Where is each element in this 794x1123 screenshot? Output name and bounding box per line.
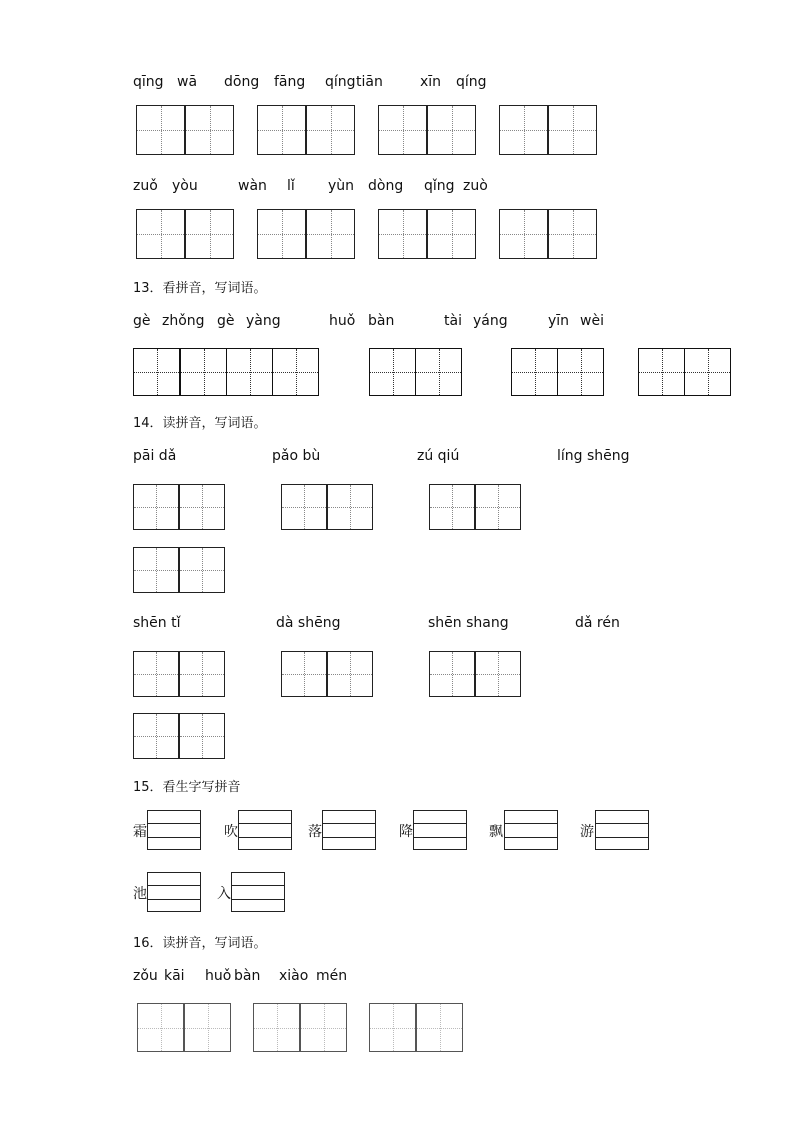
writing-cell[interactable]	[511, 348, 558, 396]
writing-cell[interactable]	[257, 105, 306, 155]
pinyin: fāng	[274, 74, 306, 90]
pinyin: dà shēng	[276, 615, 341, 631]
pinyin: mén	[316, 968, 348, 984]
pinyin: gè	[133, 313, 151, 329]
pinyin: qíng	[456, 74, 487, 90]
writing-cell[interactable]	[179, 651, 225, 697]
hanzi: 吹	[224, 824, 238, 840]
pinyin: xīn	[420, 74, 442, 90]
writing-cell[interactable]	[638, 348, 685, 396]
writing-cell[interactable]	[179, 713, 225, 759]
pinyin-box[interactable]	[595, 810, 649, 850]
writing-cell[interactable]	[499, 105, 548, 155]
pinyin: huǒ	[329, 313, 356, 329]
hanzi: 游	[580, 824, 594, 840]
writing-cell[interactable]	[475, 651, 521, 697]
pinyin: pāi dǎ	[133, 448, 177, 464]
question-16-title: 16．读拼音，写词语。	[133, 936, 267, 951]
writing-cell[interactable]	[133, 348, 180, 396]
pinyin: dòng	[368, 178, 404, 194]
writing-cell[interactable]	[179, 547, 225, 593]
writing-cell[interactable]	[281, 484, 327, 530]
writing-cell[interactable]	[684, 348, 731, 396]
pinyin-box[interactable]	[231, 872, 285, 912]
pinyin: yáng	[473, 313, 508, 329]
pinyin: shēn shang	[428, 615, 509, 631]
writing-cell[interactable]	[185, 209, 234, 259]
writing-cell[interactable]	[327, 651, 373, 697]
pinyin: dǎ rén	[575, 615, 620, 631]
pinyin-box[interactable]	[238, 810, 292, 850]
writing-cell[interactable]	[306, 209, 355, 259]
writing-cell[interactable]	[369, 1003, 416, 1052]
writing-cell[interactable]	[133, 547, 179, 593]
writing-cell[interactable]	[133, 651, 179, 697]
question-14-title: 14．读拼音，写词语。	[133, 416, 267, 431]
pinyin: zhǒng	[162, 313, 205, 329]
pinyin: zuǒ	[133, 178, 158, 194]
hanzi: 霜	[133, 824, 147, 840]
pinyin: yīn	[548, 313, 570, 329]
writing-cell[interactable]	[136, 105, 185, 155]
pinyin-box[interactable]	[147, 810, 201, 850]
writing-cell[interactable]	[184, 1003, 231, 1052]
writing-cell[interactable]	[429, 484, 475, 530]
pinyin: gè	[217, 313, 235, 329]
writing-cell[interactable]	[226, 348, 273, 396]
hanzi: 入	[217, 886, 231, 902]
pinyin: shēn tǐ	[133, 615, 181, 631]
writing-cell[interactable]	[416, 1003, 463, 1052]
pinyin: zǒu	[133, 968, 158, 984]
writing-cell[interactable]	[378, 105, 427, 155]
writing-cell[interactable]	[272, 348, 319, 396]
writing-cell[interactable]	[179, 484, 225, 530]
pinyin: lǐ	[287, 178, 295, 194]
pinyin: zú qiú	[417, 448, 460, 464]
question-15-title: 15．看生字写拼音	[133, 780, 241, 795]
pinyin: kāi	[164, 968, 185, 984]
writing-cell[interactable]	[429, 651, 475, 697]
pinyin: yòu	[172, 178, 198, 194]
writing-cell[interactable]	[415, 348, 462, 396]
question-13-title: 13．看拼音，写词语。	[133, 281, 267, 296]
pinyin: bàn	[234, 968, 261, 984]
pinyin-box[interactable]	[504, 810, 558, 850]
writing-cell[interactable]	[369, 348, 416, 396]
writing-cell[interactable]	[378, 209, 427, 259]
writing-cell[interactable]	[548, 209, 597, 259]
pinyin-box[interactable]	[322, 810, 376, 850]
writing-cell[interactable]	[557, 348, 604, 396]
pinyin: wèi	[580, 313, 604, 329]
writing-cell[interactable]	[281, 651, 327, 697]
writing-cell[interactable]	[185, 105, 234, 155]
pinyin: qīng	[133, 74, 164, 90]
writing-cell[interactable]	[253, 1003, 300, 1052]
pinyin: bàn	[368, 313, 395, 329]
writing-cell[interactable]	[475, 484, 521, 530]
writing-cell[interactable]	[327, 484, 373, 530]
writing-cell[interactable]	[133, 713, 179, 759]
hanzi: 降	[399, 824, 413, 840]
writing-cell[interactable]	[306, 105, 355, 155]
pinyin: tiān	[356, 74, 383, 90]
writing-cell[interactable]	[427, 105, 476, 155]
pinyin: zuò	[463, 178, 488, 194]
pinyin: qǐng	[424, 178, 455, 194]
pinyin: xiào	[279, 968, 309, 984]
writing-cell[interactable]	[499, 209, 548, 259]
writing-cell[interactable]	[180, 348, 227, 396]
writing-cell[interactable]	[137, 1003, 184, 1052]
hanzi: 池	[133, 886, 147, 902]
pinyin: huǒ	[205, 968, 232, 984]
pinyin-box[interactable]	[147, 872, 201, 912]
writing-cell[interactable]	[257, 209, 306, 259]
hanzi: 落	[308, 824, 322, 840]
pinyin-box[interactable]	[413, 810, 467, 850]
pinyin: yàng	[246, 313, 281, 329]
pinyin: yùn	[328, 178, 355, 194]
writing-cell[interactable]	[548, 105, 597, 155]
writing-cell[interactable]	[427, 209, 476, 259]
hanzi: 飘	[489, 824, 503, 840]
writing-cell[interactable]	[136, 209, 185, 259]
pinyin: dōng	[224, 74, 260, 90]
pinyin: líng shēng	[557, 448, 630, 464]
pinyin: wàn	[238, 178, 267, 194]
pinyin: pǎo bù	[272, 448, 321, 464]
writing-cell[interactable]	[300, 1003, 347, 1052]
pinyin: qíng	[325, 74, 356, 90]
pinyin: tài	[444, 313, 462, 329]
writing-cell[interactable]	[133, 484, 179, 530]
pinyin: wā	[177, 74, 198, 90]
